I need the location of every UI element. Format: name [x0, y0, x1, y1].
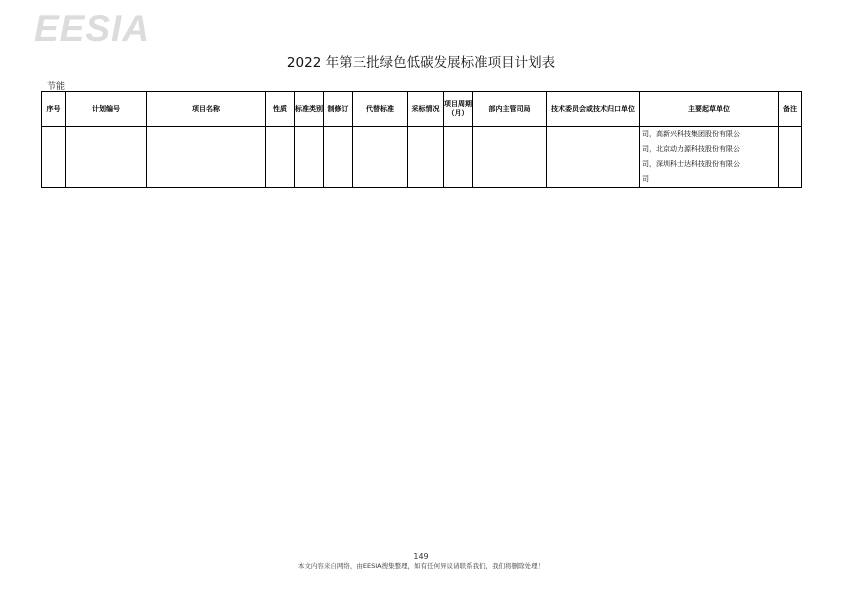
standards-plan-table	[41, 91, 802, 188]
drafting-unit-line: 司，高新兴科技集团股份有限公	[642, 130, 740, 138]
footer-note: 本文内容来自网络，由EESIA搜集整理，如有任何异议请联系我们，我们将删除处理！	[297, 562, 545, 570]
cell-standard-category	[295, 127, 324, 188]
cell-index	[42, 127, 66, 188]
drafting-unit-line: 司，北京动力源科技股份有限公	[642, 145, 740, 153]
cell-nature	[266, 127, 295, 188]
cell-replaced-standard	[353, 127, 408, 188]
col-header-nature: 性质	[266, 92, 295, 127]
cell-department	[473, 127, 547, 188]
drafting-unit-line: 司	[642, 175, 649, 183]
cell-revision	[324, 127, 353, 188]
drafting-unit-line: 司，深圳科士达科技股份有限公	[642, 160, 740, 168]
cell-committee	[547, 127, 640, 188]
eesia-logo: EESIA	[34, 8, 151, 49]
col-header-index: 序号	[42, 92, 66, 127]
cell-plan-number	[66, 127, 147, 188]
col-header-committee: 技术委员会或技术归口单位	[547, 92, 640, 127]
col-header-revision: 制修订	[324, 92, 353, 127]
col-header-drafting-units: 主要起草单位	[640, 92, 779, 127]
cell-period	[444, 127, 473, 188]
cell-adoption	[408, 127, 444, 188]
col-header-department: 部内主管司局	[473, 92, 547, 127]
cell-drafting-units	[640, 127, 779, 188]
col-header-replaced-standard: 代替标准	[353, 92, 408, 127]
col-header-period: 项目周期（月）	[444, 92, 473, 127]
category-label: 节能	[47, 82, 66, 92]
col-header-adoption: 采标情况	[408, 92, 444, 127]
col-header-remarks: 备注	[779, 92, 802, 127]
table-header-row	[42, 92, 802, 127]
page-number: 149	[413, 552, 429, 561]
cell-project-name	[147, 127, 266, 188]
table-row	[42, 127, 802, 188]
col-header-standard-category: 标准类别	[295, 92, 324, 127]
col-header-project-name: 项目名称	[147, 92, 266, 127]
page-title: 2022 年第三批绿色低碳发展标准项目计划表	[286, 55, 556, 71]
col-header-plan-number: 计划编号	[66, 92, 147, 127]
cell-remarks	[779, 127, 802, 188]
